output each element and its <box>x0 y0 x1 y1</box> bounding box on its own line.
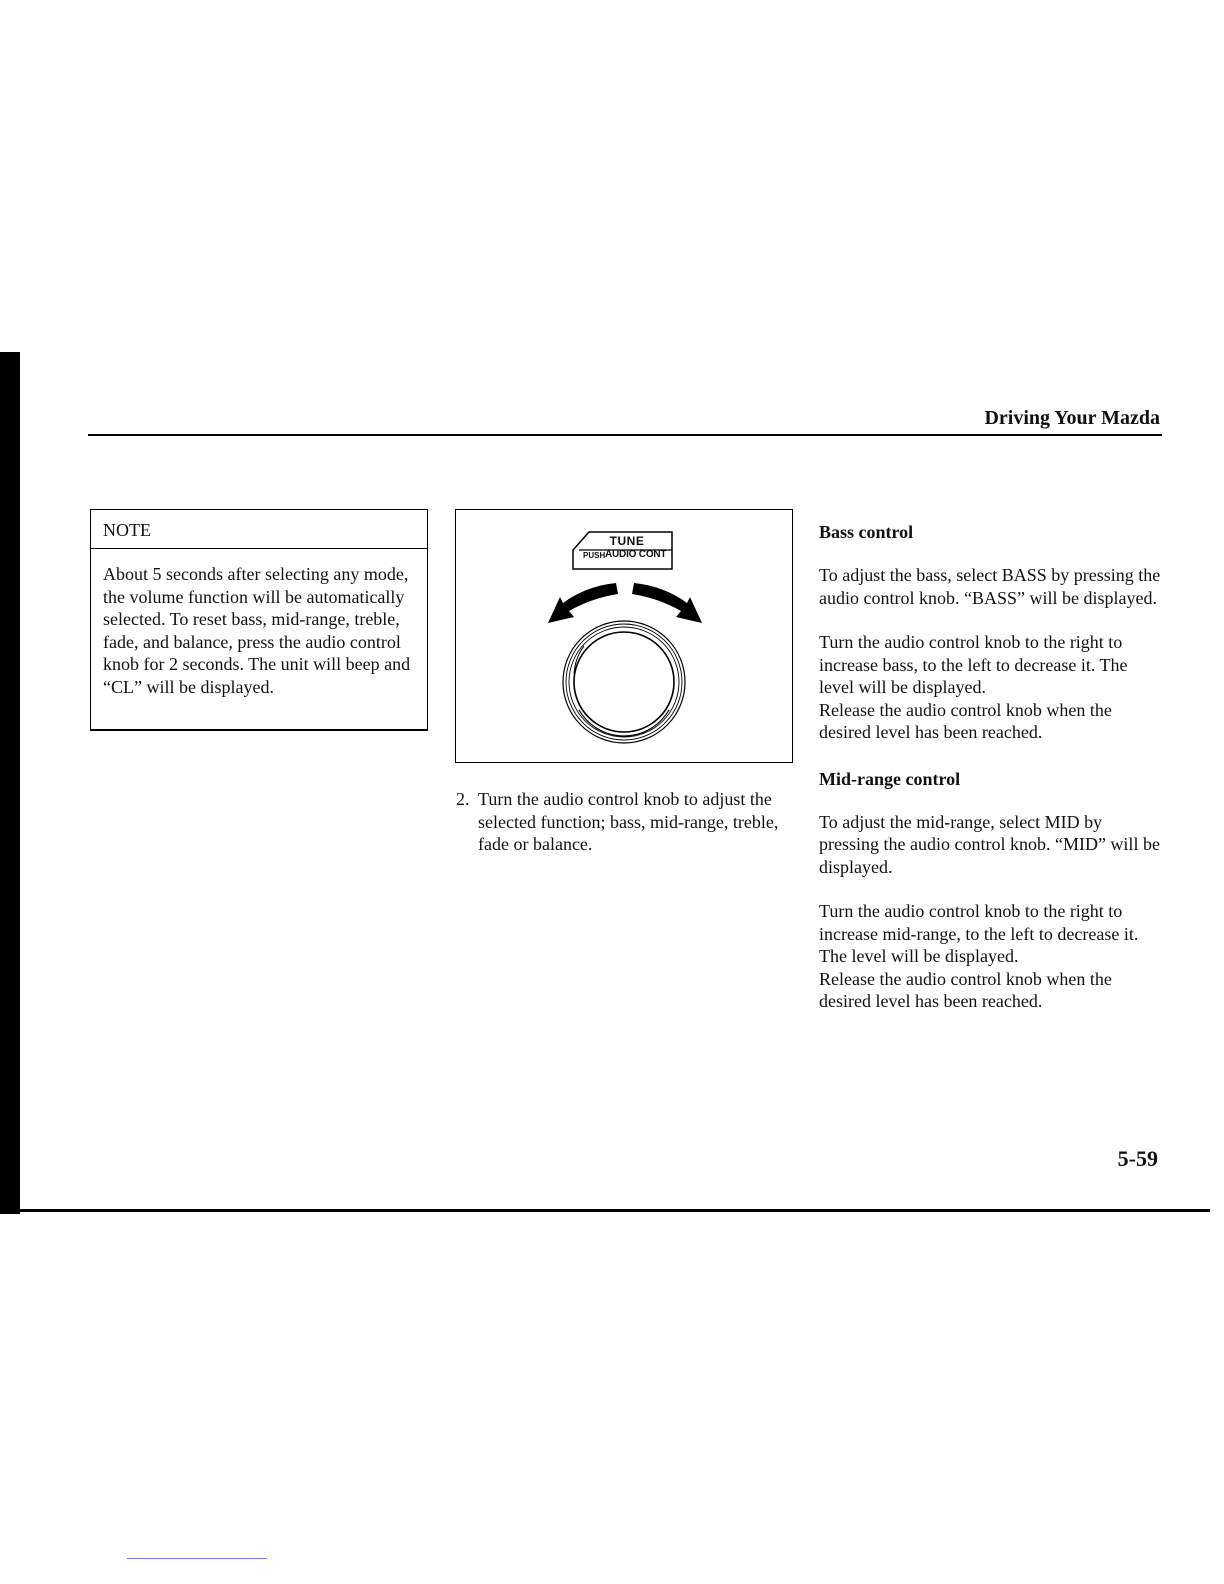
bottom-link-underline <box>127 1558 267 1559</box>
push-text: PUSH <box>583 551 606 560</box>
right-column <box>819 520 1161 1013</box>
left-arrow-icon <box>548 583 618 623</box>
audio-cont-text: AUDIO CONT <box>605 549 667 560</box>
page-number: 5-59 <box>1117 1146 1158 1171</box>
mid-heading: Mid-range control <box>819 768 961 789</box>
bass-heading: Bass control <box>819 522 914 542</box>
page-edge-bar <box>0 352 20 1214</box>
right-arrow-icon <box>632 583 702 623</box>
step-2 <box>456 788 796 856</box>
knob-icon <box>563 621 685 743</box>
bass-para-1: To adjust the bass, select BASS by pressing the audio control knob. “BASS” will be displayed. <box>819 565 1161 608</box>
mid-para-2: Turn the audio control knob to the right to increase mid-range, to the left to decrease it. The level will be displayed. <box>819 901 1139 966</box>
bass-para-3: Release the audio control knob when the desired level has been reached. <box>819 699 1112 742</box>
mid-para-3: Release the audio control knob when the desired level has been reached. <box>819 968 1112 1011</box>
mid-para-1: To adjust the mid-range, select MID by pressing the audio control knob. “MID” will be displayed. <box>819 811 1160 877</box>
tune-text: TUNE <box>609 534 645 548</box>
knob-illustration <box>456 510 794 764</box>
footer-rule <box>0 1209 1210 1212</box>
step-text: Turn the audio control knob to adjust the selected function; bass, mid-range, treble, fade or balance. <box>478 789 779 854</box>
knob-figure <box>455 509 793 763</box>
header-rule <box>88 434 1162 436</box>
running-head: Driving Your Mazda <box>984 407 1160 429</box>
note-body: About 5 seconds after selecting any mode, the volume function will be automatically selected. To reset bass, mid-range, treble, fade, and balance, press the audio control knob for 2 seconds. The unit will beep and “CL” will be displayed. <box>103 564 411 697</box>
step-number: 2. <box>456 789 470 809</box>
note-box <box>90 509 428 731</box>
note-title: NOTE <box>91 510 427 549</box>
bass-para-2: Turn the audio control knob to the right to increase bass, to the left to decrease it. The level will be displayed. <box>819 632 1128 697</box>
